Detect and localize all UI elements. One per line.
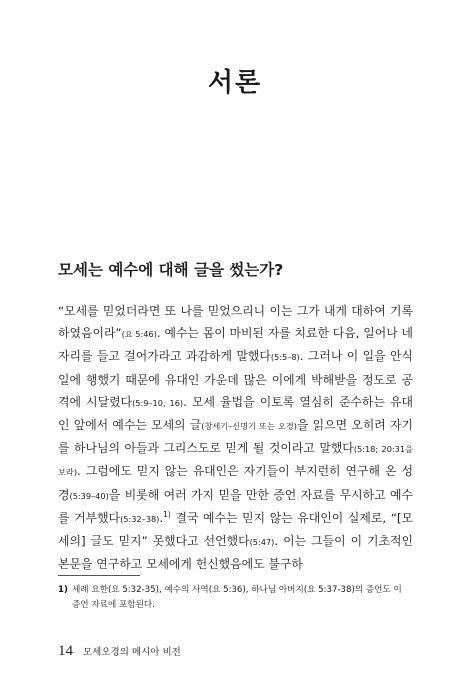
body-text-segment: . 예수는 몸이 마비된 자를 치료한 다음, 일어나 네 자리를 들고 걸어가라고 과감하게 말했다 bbox=[58, 326, 413, 364]
body-text-segment: . 이는 그들이 이 기초적인 본문을 연구하고 모세에게 헌신했음에도 불구하 bbox=[58, 534, 413, 572]
footnote-text: 세례 요한(요 5:32-35), 예수의 사역(요 5:36), 하나님 아버지(요 5:37-38)의 증언도 이 증언 자료에 포함된다. bbox=[72, 585, 402, 610]
scripture-reference: (5:18; 20:31을 보라) bbox=[58, 444, 413, 478]
scripture-reference: (5:5–8) bbox=[270, 352, 300, 363]
scripture-reference: (5:47) bbox=[249, 537, 275, 548]
scripture-reference: (5:9–10, 16) bbox=[132, 397, 184, 408]
scripture-reference: (5:39–40) bbox=[69, 490, 109, 501]
body-text-segment: . 그러나 이 일을 안식일에 행했기 때문에 유대인 가운데 많은 이에게 박해받을 정도로 공격에 시달렸다 bbox=[58, 349, 413, 409]
footnote-marker: 1) bbox=[163, 509, 171, 519]
page-footer bbox=[58, 643, 181, 660]
footnote-divider bbox=[58, 575, 140, 576]
page-number: 14 bbox=[58, 643, 73, 659]
body-text-segment: 결국 예수는 믿지 않는 유대인이 실제로, “[모세의] 글도 믿지” 못했다고 선언했다 bbox=[58, 510, 414, 549]
footnote-number: 1) bbox=[58, 585, 68, 595]
body-text-segment: . bbox=[159, 510, 164, 525]
body-text-segment: 을 비롯해 여러 가지 믿을 만한 증언 자료를 무시하고 예수를 거부했다 bbox=[58, 487, 413, 525]
body-text-segment: “모세를 믿었더라면 또 나를 믿었으리니 이는 그가 내게 대하여 기록하였음이라” bbox=[58, 304, 413, 341]
body-paragraph bbox=[58, 300, 413, 575]
scripture-reference: (요 5:46) bbox=[121, 329, 157, 340]
section-heading: 모세는 예수에 대해 글을 썼는가? bbox=[58, 261, 284, 279]
scripture-reference: (5:32–38) bbox=[120, 513, 160, 524]
body-text-segment: 을 읽으면 오히려 자기를 하나님의 아들과 그리스도로 믿게 될 것이라고 말했다 bbox=[58, 418, 413, 456]
running-head: 모세오경의 메시아 비전 bbox=[83, 647, 181, 658]
body-text-segment: . 그럼에도 믿지 않는 유대인은 자기들이 부지런히 연구해 온 성경 bbox=[58, 464, 413, 502]
page-title: 서론 bbox=[207, 68, 263, 98]
footnote bbox=[58, 583, 408, 613]
scripture-reference: (창세기–신명기 또는 오경) bbox=[201, 421, 297, 432]
body-text-segment: . 모세 율법을 이토록 열심히 준수하는 유대인 앞에서 예수는 모세의 글 bbox=[58, 394, 413, 433]
